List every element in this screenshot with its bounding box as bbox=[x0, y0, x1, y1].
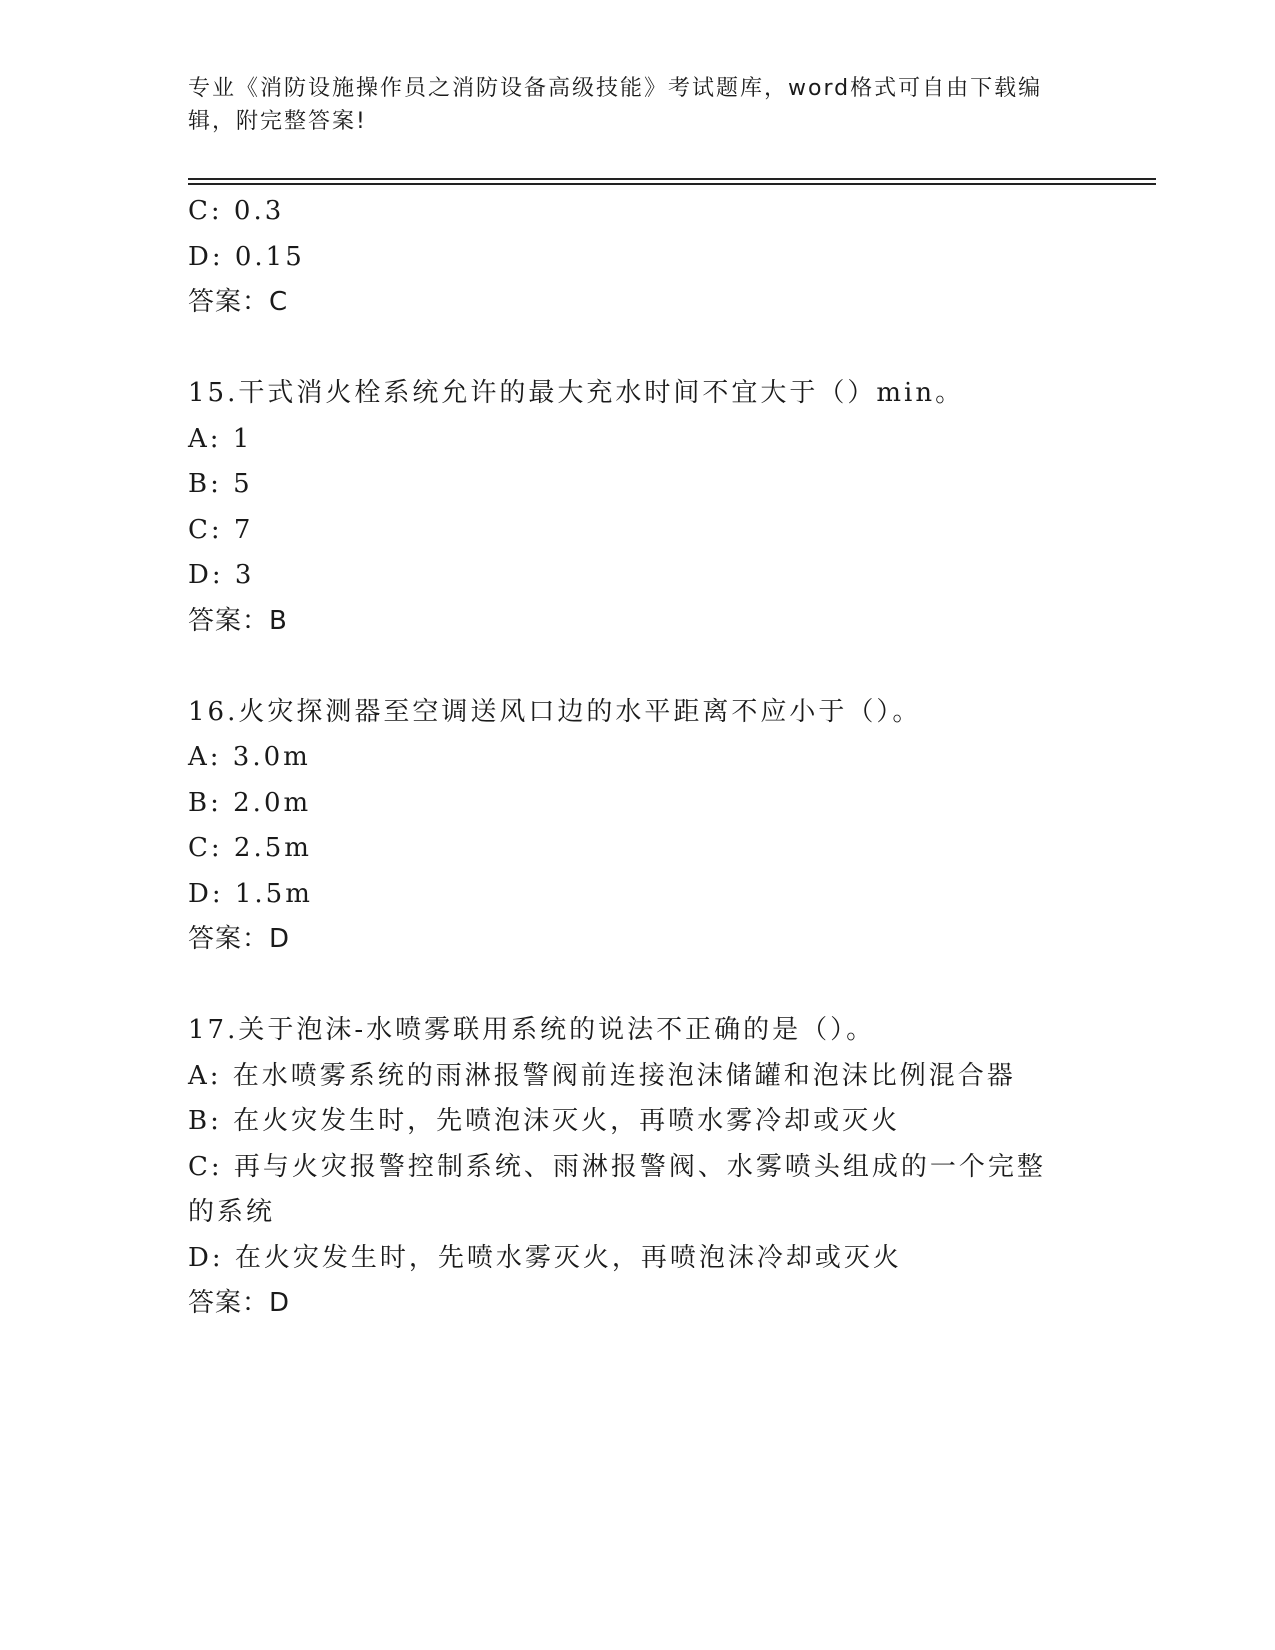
option-d: D: 0.15 bbox=[188, 241, 305, 272]
question-stem: 16.火灾探测器至空调送风口边的水平距离不应小于（）。 bbox=[188, 696, 922, 727]
option-b: B: 5 bbox=[188, 469, 253, 499]
question-content bbox=[188, 189, 1088, 1327]
option-c: C: 再与火灾报警控制系统、雨淋报警阀、水雾喷头组成的一个完整的系统 bbox=[188, 1151, 1046, 1227]
option-a: A: 1 bbox=[188, 423, 253, 454]
document-header bbox=[188, 72, 1088, 138]
header-rule-bottom bbox=[188, 183, 1156, 185]
answer-line: 答案：C bbox=[188, 287, 289, 317]
option-d: D: 3 bbox=[188, 560, 255, 590]
question-stem: 17.关于泡沫-水喷雾联用系统的说法不正确的是（）。 bbox=[188, 1015, 876, 1045]
answer-line: 答案：D bbox=[188, 1288, 291, 1318]
spacer bbox=[188, 644, 1088, 690]
option-d: D: 1.5m bbox=[188, 878, 313, 909]
header-text: 专业《消防设施操作员之消防设备高级技能》考试题库，word格式可自由下载编辑，附完整答案! bbox=[188, 76, 1043, 134]
question-block-17 bbox=[188, 1008, 1088, 1327]
option-d: D: 在火灾发生时，先喷水雾灭火，再喷泡沫冷却或灭火 bbox=[188, 1242, 902, 1273]
spacer bbox=[188, 326, 1088, 372]
answer-line: 答案：B bbox=[188, 605, 288, 636]
option-c: C: 0.3 bbox=[188, 196, 285, 226]
option-a: A: 在水喷雾系统的雨淋报警阀前连接泡沫储罐和泡沫比例混合器 bbox=[188, 1060, 1016, 1091]
option-c: C: 2.5m bbox=[188, 833, 312, 863]
option-c: C: 7 bbox=[188, 514, 254, 545]
question-block-14 bbox=[188, 189, 1088, 326]
question-stem: 15.干式消火栓系统允许的最大充水时间不宜大于（）min。 bbox=[188, 378, 965, 408]
question-block-16 bbox=[188, 690, 1088, 963]
header-rule-top bbox=[188, 178, 1156, 180]
option-b: B: 2.0m bbox=[188, 787, 312, 818]
option-a: A: 3.0m bbox=[188, 742, 311, 772]
question-block-15 bbox=[188, 371, 1088, 644]
answer-line: 答案：D bbox=[188, 924, 291, 954]
spacer bbox=[188, 963, 1088, 1009]
option-b: B: 在火灾发生时，先喷泡沫灭火，再喷水雾冷却或灭火 bbox=[188, 1106, 901, 1136]
